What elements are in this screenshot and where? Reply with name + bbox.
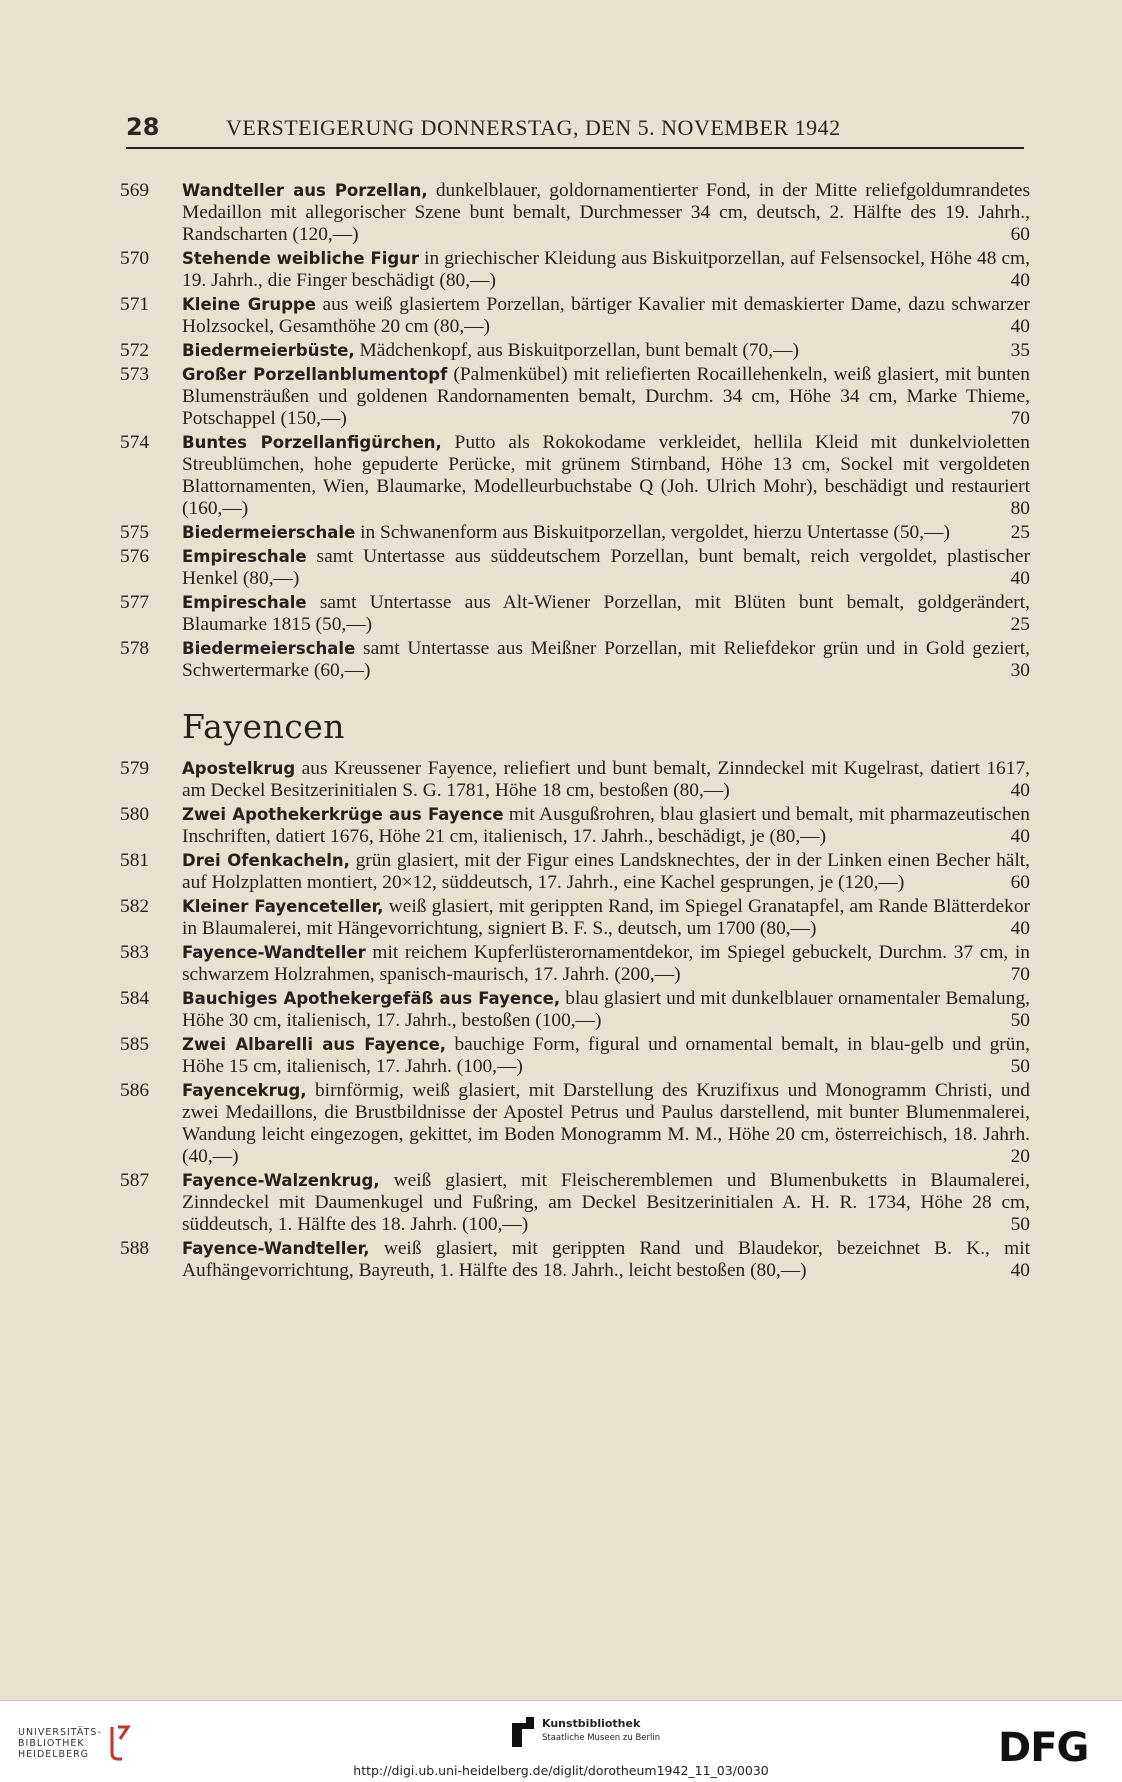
entry-description [182,1034,1030,1078]
catalog-entry [120,1034,1030,1078]
lot-number: 583 [120,941,150,963]
lot-number: 576 [120,545,150,567]
catalog-entry [120,180,1030,247]
entry-description [182,364,1030,431]
kunstbibliothek-icon [512,1717,534,1747]
entry-lead: Fayence-Walzenkrug, [182,1170,380,1190]
lot-number: 573 [120,363,150,385]
catalog-entry [120,1080,1030,1169]
entry-text: Mädchenkopf, aus Biskuitporzellan, bunt bemalt (70,—) [354,339,799,361]
entry-text: mit Ausgußrohren, blau glasiert und bemalt, mit pharmazeutischen Inschriften, datiert 1676, Höhe 21 cm, italienisch, 17. Jahrh., beschädigt, je (80,—) [182,804,1030,848]
entry-text: (Palmenkübel) mit reliefierten Rocaillehenkeln, weiß glasiert, mit bunten Blumensträußen und goldenen Randornamenten bemalt, Durchm. 34 cm, Höhe 34 cm, Marke Thieme, Potschappel (150,—) [182,363,1030,430]
catalog-entry [120,340,1030,362]
entry-lead: Fayence-Wandteller, [182,1238,370,1258]
lot-number: 578 [120,637,150,659]
entry-description [182,546,1030,590]
entry-price: 25 [1010,613,1030,635]
digitization-footer [0,1700,1122,1782]
page-header [126,113,1024,149]
entry-price: 35 [1010,339,1030,361]
lot-number: 584 [120,987,150,1009]
entry-text: weiß glasiert, mit gerippten Rand und Blaudekor, bezeichnet B. K., mit Aufhängevorrichtung, Bayreuth, 1. Hälfte des 18. Jahrh., leicht bestoßen (80,—) [182,1237,1030,1282]
entry-lead: Zwei Albarelli aus Fayence, [182,1034,447,1054]
lot-number: 579 [120,758,150,780]
entry-description [182,294,1030,338]
entry-price: 25 [1010,522,1030,544]
lot-number: 581 [120,849,150,871]
entry-lead: Biedermeierschale [182,523,356,543]
catalog-entry [120,432,1030,521]
entry-price: 50 [1010,1009,1030,1031]
entry-description [182,432,1030,521]
entry-text: weiß glasiert, mit Fleischeremblemen und Blumenbuketts in Blaumalerei, Zinndeckel mit Daumenkugel und Fußring, am Deckel Besitzerinitialen A. H. R. 1734, Höhe 28 cm, süddeutsch, 1. Hälfte des 18. Jahrh. (100,—) [182,1169,1030,1236]
entry-description [182,988,1030,1032]
entry-description [182,1080,1030,1169]
catalog-entry [120,294,1030,338]
entry-text: samt Untertasse aus Alt-Wiener Porzellan, mit Blüten bunt bemalt, goldgerändert, Blaumarke 1815 (50,—) [182,591,1030,635]
entry-lead: Fayencekrug, [182,1080,307,1100]
entry-description [182,942,1030,986]
entry-text: aus weiß glasiertem Porzellan, bärtiger Kavalier mit demaskierter Dame, dazu schwarzer Holzsockel, Gesamthöhe 20 cm (80,—) [182,294,1030,338]
entry-lead: Zwei Apothekerkrüge aus Fayence [182,805,504,825]
entry-lead: Wandteller aus Porzellan, [182,181,428,200]
entry-text: in griechischer Kleidung aus Biskuitporzellan, auf Felsensockel, Höhe 48 cm, 19. Jahrh., die Finger beschädigt (80,—) [182,248,1030,292]
entry-text: blau glasiert und mit dunkelblauer ornamentaler Bemalung, Höhe 30 cm, italienisch, 17. Jahrh., bestoßen (100,—) [182,987,1030,1031]
source-url-link[interactable]: http://digi.ub.uni-heidelberg.de/diglit/dorotheum1942_11_03/0030 [353,1763,769,1778]
catalog-entry [120,592,1030,636]
lot-number: 571 [120,294,150,316]
lot-number: 582 [120,895,150,917]
kunstbibliothek-logo[interactable] [512,1717,660,1747]
ub-heidelberg-icon [104,1723,134,1763]
entry-description [182,248,1030,292]
lot-number: 569 [120,180,150,201]
entry-lead: Buntes Porzellanfigürchen, [182,432,442,452]
lot-number: 577 [120,591,150,613]
dfg-logo[interactable]: DFG [998,1725,1089,1771]
entry-price: 40 [1010,780,1030,802]
entry-price: 60 [1010,872,1030,894]
entry-price: 40 [1010,1260,1030,1282]
entry-lead: Drei Ofenkacheln, [182,850,350,870]
catalog-entry [120,364,1030,431]
entry-price: 30 [1010,659,1030,681]
entry-description [182,804,1030,848]
entry-price: 40 [1010,316,1030,338]
entry-lead: Biedermeierschale [182,638,356,658]
kunstbibliothek-title: Kunstbibliothek [542,1717,641,1730]
entry-lead: Bauchiges Apothekergefäß aus Fayence, [182,988,561,1008]
catalog-entry [120,248,1030,292]
entry-text: dunkelblauer, goldornamentierter Fond, in der Mitte reliefgoldumrandetes Medaillon mit allegorischer Szene bunt bemalt, Durchmesser 34 cm, deutsch, 2. Hälfte des 19. Jahrh., Randscharten (120,—) [182,180,1030,246]
entry-text: samt Untertasse aus süddeutschem Porzellan, bunt bemalt, reich vergoldet, plastischer Henkel (80,—) [182,545,1030,589]
entry-lead: Empireschale [182,592,307,612]
entry-price: 70 [1010,408,1030,430]
catalog-entry [120,988,1030,1032]
entry-text: mit reichem Kupferlüsterornamentdekor, im Spiegel gebuckelt, Durchm. 37 cm, in schwarzem Holzrahmen, spanisch-maurisch, 17. Jahrh. (200,—) [182,941,1030,985]
lot-number: 570 [120,248,150,270]
lot-number: 585 [120,1033,150,1055]
entry-description [182,1238,1030,1282]
entry-price: 80 [1010,498,1030,520]
catalog-entry [120,804,1030,848]
catalog-entry [120,850,1030,894]
ub-heidelberg-logo[interactable] [18,1723,134,1763]
entry-lead: Empireschale [182,546,307,566]
entry-description [182,340,1030,362]
ub-heidelberg-text: UNIVERSITÄTS- BIBLIOTHEK HEIDELBERG [18,1726,102,1760]
lot-number: 588 [120,1237,150,1259]
entry-price: 40 [1010,826,1030,848]
entry-description [182,896,1030,940]
section-title: Fayencen [182,706,346,746]
entry-description [182,180,1030,247]
entry-description [182,758,1030,802]
entry-lead: Apostelkrug [182,759,296,779]
kunstbibliothek-subtitle: Staatliche Museen zu Berlin [542,1733,661,1743]
entry-text: bauchige Form, figural und ornamental bemalt, in blau-gelb und grün, Höhe 15 cm, italienisch, 17. Jahrh. (100,—) [182,1033,1030,1077]
page-number: 28 [126,113,160,141]
entry-text: in Schwanenform aus Biskuitporzellan, vergoldet, hierzu Untertasse (50,—) [355,522,950,544]
lot-number: 572 [120,339,150,361]
entry-lead: Kleine Gruppe [182,295,316,315]
catalog-content [120,180,1030,1284]
catalog-entry [120,758,1030,802]
entry-description [182,850,1030,894]
catalog-entry [120,546,1030,590]
catalog-entry [120,942,1030,986]
entry-price: 70 [1010,964,1030,985]
entry-price: 50 [1010,1055,1030,1077]
entry-description [182,592,1030,636]
entry-price: 40 [1010,918,1030,940]
lot-number: 586 [120,1079,150,1101]
catalog-entry [120,1238,1030,1282]
entry-lead: Biedermeierbüste, [182,340,355,360]
catalog-entry [120,522,1030,544]
entry-text: grün glasiert, mit der Figur eines Landsknechtes, der in der Linken einen Becher hält, auf Holzplatten montiert, 20×12, süddeutsch, 17. Jahrh., eine Kachel gesprungen, je (120,—) [182,849,1031,894]
entry-price: 50 [1010,1214,1030,1236]
catalog-entry [120,1170,1030,1237]
catalog-entry [120,896,1030,940]
lot-number: 580 [120,804,150,826]
lot-number: 575 [120,522,150,544]
entry-text: weiß glasiert, mit gerippten Rand, im Spiegel Granatapfel, am Rande Blätterdekor in Blaumalerei, mit Hängevorrichtung, signiert B. F. S., deutsch, um 1700 (80,—) [182,895,1031,940]
entry-text: samt Untertasse aus Meißner Porzellan, mit Reliefdekor grün und in Gold geziert, Schwertermarke (60,—) [182,637,1030,681]
entry-price: 20 [1010,1146,1030,1168]
entry-description [182,522,1030,544]
entry-lead: Stehende weibliche Figur [182,249,420,269]
catalog-entry [120,638,1030,682]
entry-lead: Großer Porzellanblumentopf [182,364,448,384]
entry-description [182,1170,1030,1237]
lot-number: 587 [120,1169,150,1191]
entry-lead: Kleiner Fayenceteller, [182,896,384,916]
entry-lead: Fayence-Wandteller [182,942,366,962]
entry-text: birnförmig, weiß glasiert, mit Darstellung des Kruzifixus und Monogramm Christi, und zwei Medaillons, die Brustbildnisse der Apostel Petrus und Paulus darstellend, mit bunter Blumenmalerei, Wandung leicht eingezogen, gekittet, im Boden Monogramm M. M., Höhe 20 cm, österreichisch, 18. Jahrh. (40,—) [182,1079,1030,1168]
entry-price: 60 [1010,224,1030,246]
entry-text: aus Kreussener Fayence, reliefiert und bunt bemalt, Zinndeckel mit Kugelrast, datiert 1617, am Deckel Besitzerinitialen S. G. 1781, Höhe 18 cm, bestoßen (80,—) [182,758,1030,802]
entry-price: 40 [1010,270,1030,292]
running-title: VERSTEIGERUNG DONNERSTAG, DEN 5. NOVEMBER 1942 [226,115,841,140]
entry-description [182,638,1030,682]
lot-number: 574 [120,431,150,453]
entry-text: Putto als Rokokodame verkleidet, hellila Kleid mit dunkelvioletten Streublümchen, hohe gepuderte Perücke, mit grünem Stirnband, Höhe 13 cm, Sockel mit vergoldeten Blattornamenten, Wien, Blaumarke, Modelleurbuchstabe Q (Joh. Ulrich Mohr), beschädigt und restauriert (160,—) [182,431,1030,520]
entry-price: 40 [1010,567,1030,589]
